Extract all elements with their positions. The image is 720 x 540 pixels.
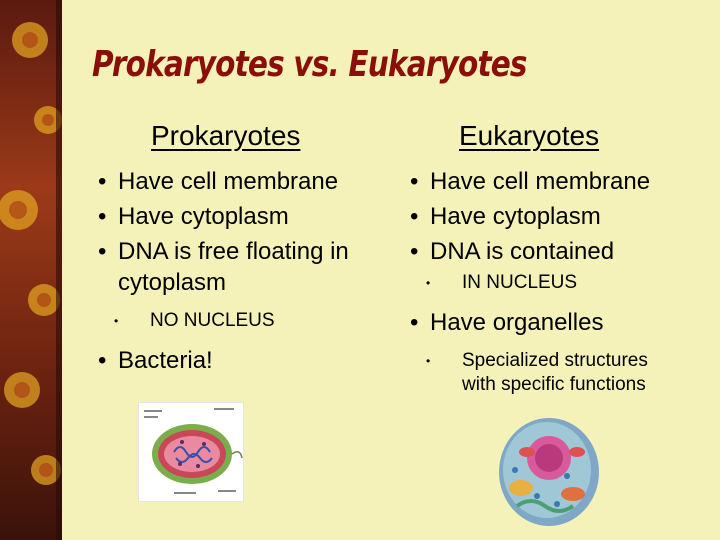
eukaryotic-cell-icon <box>497 416 601 528</box>
sub-list-item: • NO NUCLEUS <box>92 309 402 333</box>
list-item: • Have cytoplasm <box>404 201 714 232</box>
prokaryotes-list <box>92 166 402 387</box>
sub-list-item: • Specialized structures with specific functions <box>404 349 652 397</box>
prokaryotes-heading: Prokaryotes <box>151 120 301 151</box>
eukaryotes-heading: Eukaryotes <box>459 120 600 151</box>
slide-title: Prokaryotes vs. Eukaryotes <box>92 44 527 85</box>
list-item: • Have cell membrane <box>404 166 714 197</box>
list-item: • Have cytoplasm <box>92 201 402 232</box>
eukaryotes-list <box>404 166 714 409</box>
list-item: • Have cell membrane <box>92 166 402 197</box>
list-item: • Have organelles <box>404 307 714 338</box>
list-item: • Bacteria! <box>92 345 402 376</box>
list-item: • DNA is free floating in cytoplasm <box>92 236 402 298</box>
list-item: • DNA is contained <box>404 236 714 267</box>
decorative-side-strip <box>0 0 62 540</box>
sub-list-item: • IN NUCLEUS <box>404 271 714 295</box>
prokaryotic-cell-icon <box>138 402 244 502</box>
